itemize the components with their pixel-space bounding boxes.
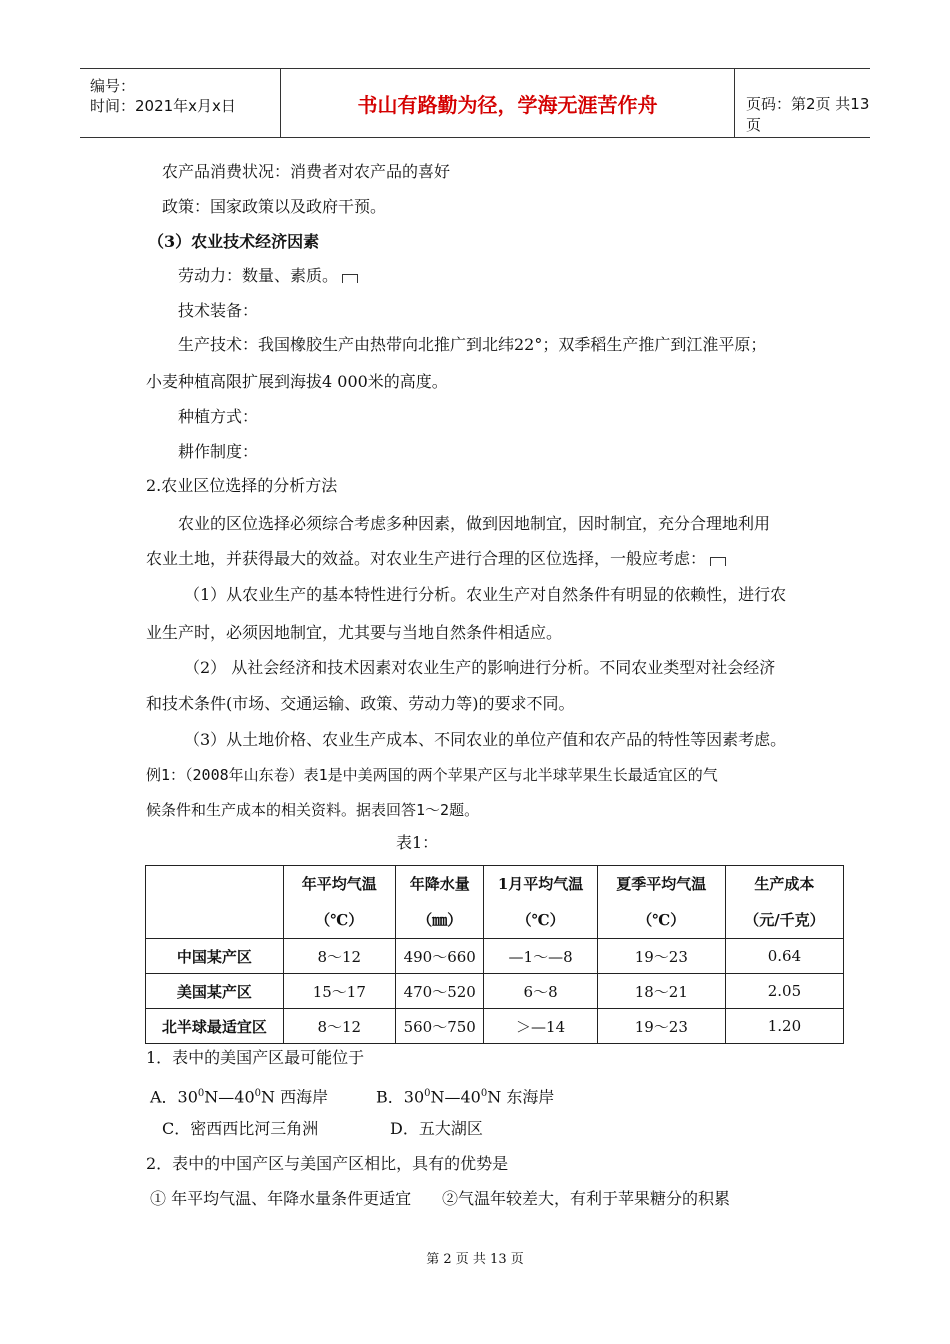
data-table <box>145 865 844 1044</box>
section-heading: 2.农业区位选择的分析方法 <box>146 476 338 495</box>
page-indicator: 页码：第2页 共13页 <box>746 95 870 134</box>
table-row <box>146 974 844 1009</box>
table-header-cell: 夏季平均气温 （℃） <box>597 866 725 939</box>
text-line: 小麦种植高限扩展到海拔4 000米的高度。 <box>146 372 448 391</box>
text-line: 和技术条件(市场、交通运输、政策、劳动力等)的要求不同。 <box>146 694 575 713</box>
table-header-row <box>146 866 844 939</box>
text-line: 耕作制度： <box>178 442 259 461</box>
table-cell: 19～23 <box>597 1009 725 1044</box>
text-line: （2） 从社会经济和技术因素对农业生产的影响进行分析。不同农业类型对社会经济 <box>184 658 776 677</box>
table-row <box>146 939 844 974</box>
text-line: 农产品消费状况：消费者对农产品的喜好 <box>162 162 451 181</box>
table-cell: 19～23 <box>597 939 725 974</box>
table-cell: 470～520 <box>395 974 484 1009</box>
page-footer: 第 2 页 共 13 页 <box>426 1252 524 1267</box>
row-label: 中国某产区 <box>146 939 284 974</box>
text-line: （3）从土地价格、农业生产成本、不同农业的单位产值和农产品的特性等因素考虑。 <box>184 730 787 749</box>
table-cell: 2.05 <box>725 974 843 1009</box>
table-caption: 表1： <box>396 833 439 852</box>
number-label: 编号： <box>90 77 136 95</box>
choice-d: D．五大湖区 <box>390 1119 483 1138</box>
page-header <box>80 68 870 138</box>
header-left-cell <box>80 69 280 137</box>
table-row <box>146 1009 844 1044</box>
text-line: 技术装备： <box>178 301 259 320</box>
text-line: 劳动力：数量、素质。 <box>178 266 358 286</box>
example-intro: 候条件和生产成本的相关资料。据表回答1～2题。 <box>146 801 480 819</box>
table-cell: —1～—8 <box>484 939 597 974</box>
choice-a: A．$30^0N—40^0N$ 西海岸 <box>150 1087 329 1107</box>
table-header-cell: 年平均气温 （℃） <box>283 866 395 939</box>
text-line: 业生产时，必须因地制宜，尤其要与当地自然条件相适应。 <box>146 623 563 642</box>
example-intro: 例1：（2008年山东卷）表1是中美两国的两个苹果产区与北半球苹果生长最适宜区的气 <box>146 766 718 784</box>
section-heading: （3）农业技术经济因素 <box>148 232 320 251</box>
time-label: 时间：2021年x月x日 <box>90 97 236 115</box>
header-right-cell <box>734 69 870 137</box>
editing-mark-icon <box>342 274 358 283</box>
text-line: 生产技术：我国橡胶生产由热带向北推广到北纬22°；双季稻生产推广到江淮平原； <box>178 335 767 354</box>
table-cell: 6～8 <box>484 974 597 1009</box>
table-cell: 18～21 <box>597 974 725 1009</box>
header-motto-cell <box>280 69 735 137</box>
text-line: 政策：国家政策以及政府干预。 <box>162 197 387 216</box>
table-cell: 8～12 <box>283 939 395 974</box>
motto: 书山有路勤为径，学海无涯苦作舟 <box>357 93 658 117</box>
table-header-cell: 1月平均气温 （℃） <box>484 866 597 939</box>
table-header-cell: 生产成本 （元/千克） <box>725 866 843 939</box>
row-label: 北半球最适宜区 <box>146 1009 284 1044</box>
table-cell: ＞—14 <box>484 1009 597 1044</box>
table-cell: 8～12 <box>283 1009 395 1044</box>
question-1: 1．表中的美国产区最可能位于 <box>146 1048 365 1067</box>
question-2: 2．表中的中国产区与美国产区相比，具有的优势是 <box>146 1154 509 1173</box>
option-2: ②气温年较差大，有利于苹果糖分的积累 <box>442 1189 731 1208</box>
row-label: 美国某产区 <box>146 974 284 1009</box>
choice-c: C．密西西比河三角洲 <box>162 1119 319 1138</box>
table-cell: 1.20 <box>725 1009 843 1044</box>
option-1: ① 年平均气温、年降水量条件更适宜 <box>150 1189 412 1208</box>
table-cell: 560～750 <box>395 1009 484 1044</box>
text-line: （1）从农业生产的基本特性进行分析。农业生产对自然条件有明显的依赖性，进行农 <box>184 585 787 604</box>
text-line: 种植方式： <box>178 407 259 426</box>
table-cell: 15～17 <box>283 974 395 1009</box>
editing-mark-icon <box>710 557 726 566</box>
text-line: 农业土地，并获得最大的效益。对农业生产进行合理的区位选择，一般应考虑： <box>146 549 726 569</box>
table-cell: 0.64 <box>725 939 843 974</box>
table-corner-cell <box>146 866 284 939</box>
table-cell: 490～660 <box>395 939 484 974</box>
table-header-cell: 年降水量 （㎜） <box>395 866 484 939</box>
text-line: 农业的区位选择必须综合考虑多种因素，做到因地制宜，因时制宜，充分合理地利用 <box>178 514 771 533</box>
choice-b: B．$30^0N—40^0N$ 东海岸 <box>376 1087 555 1107</box>
